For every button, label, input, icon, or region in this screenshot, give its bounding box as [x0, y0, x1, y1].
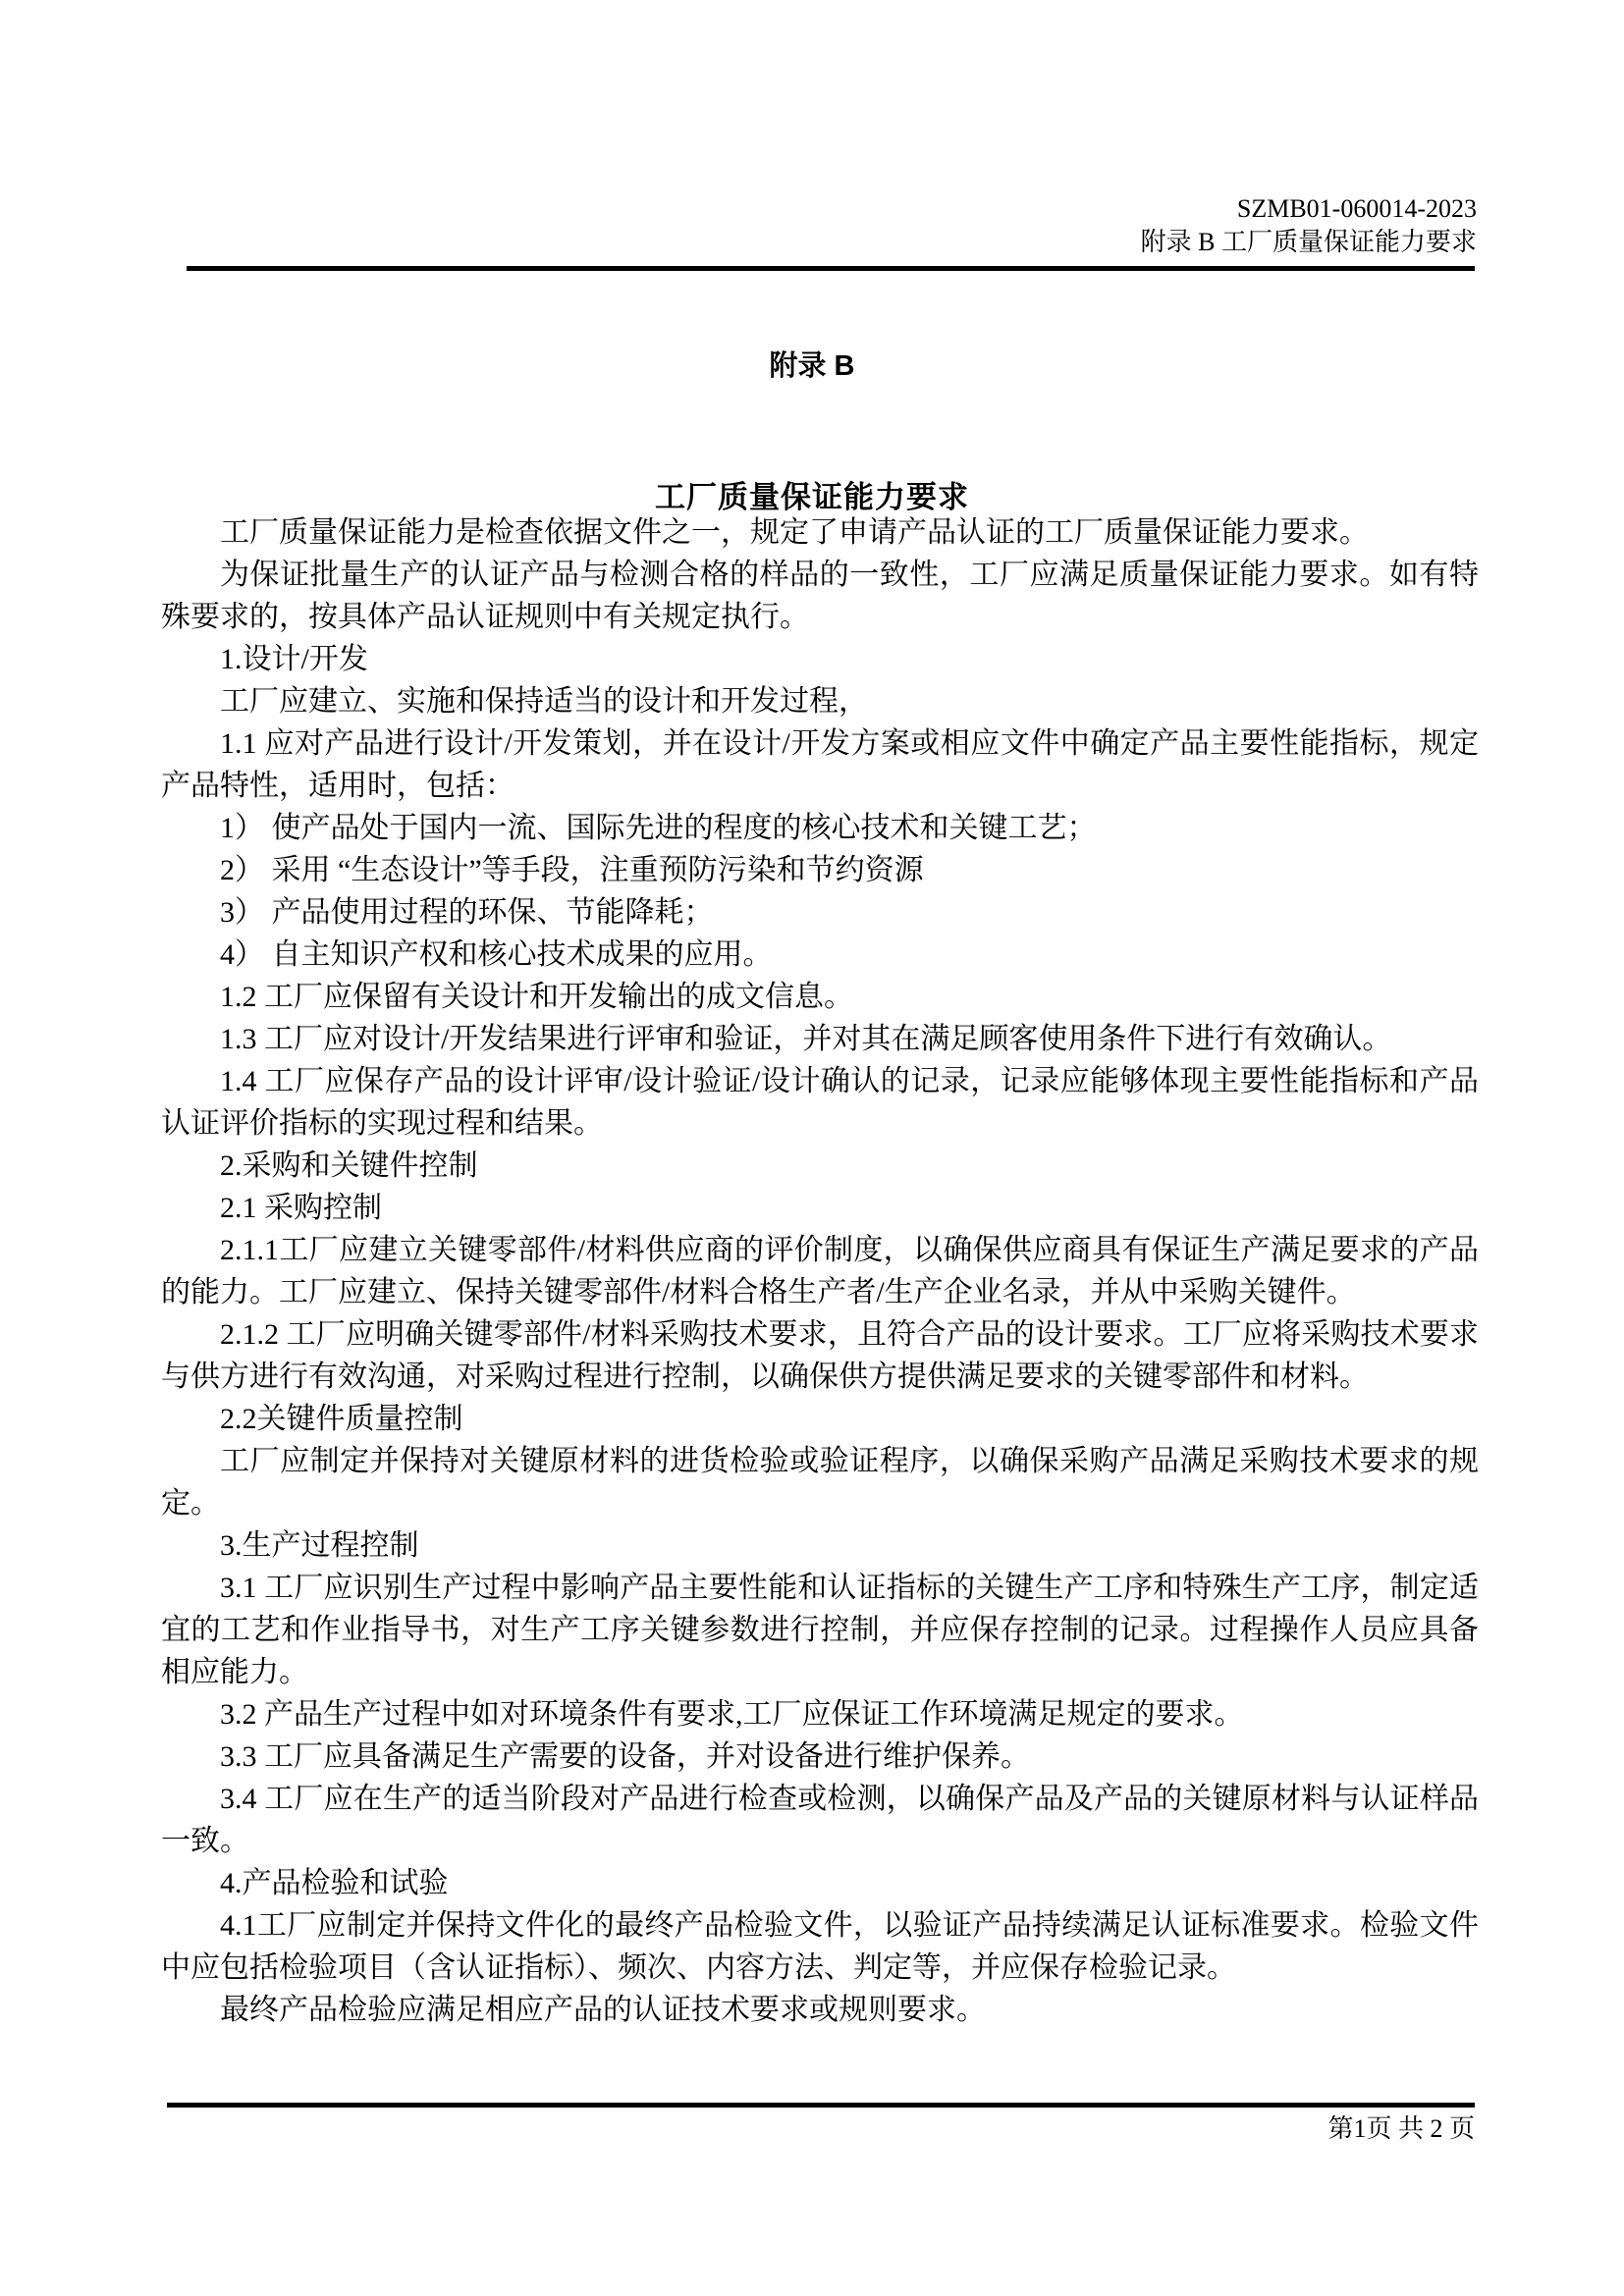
- page-number: 第1页 共 2 页: [1327, 2114, 1475, 2143]
- paragraph: 1.4 工厂应保存产品的设计评审/设计验证/设计确认的记录，记录应能够体现主要性能指标和产品认证评价指标的实现过程和结果。: [161, 1065, 1479, 1140]
- appendix-label: 附录 B: [769, 350, 855, 382]
- paragraph: 3.生产过程控制: [220, 1529, 419, 1562]
- paragraph: 3.4 工厂应在生产的适当阶段对产品进行检查或检测，以确保产品及产品的关键原材料与认证样品一致。: [161, 1783, 1479, 1857]
- paragraph: 2.1 采购控制: [220, 1192, 382, 1224]
- paragraph: 1.1 应对产品进行设计/开发策划，并在设计/开发方案或相应文件中确定产品主要性能指标，规定产品特性，适用时，包括：: [161, 727, 1479, 802]
- paragraph: 工厂应制定并保持对关键原材料的进货检验或验证程序，以确保采购产品满足采购技术要求的规定。: [161, 1445, 1479, 1520]
- paragraph: 1.3 工厂应对设计/开发结果进行评审和验证，并对其在满足顾客使用条件下进行有效确认。: [220, 1023, 1392, 1055]
- paragraph: 1） 使产品处于国内一流、国际先进的程度的核心技术和关键工艺；: [220, 812, 1097, 844]
- paragraph: 3.3 工厂应具备满足生产需要的设备，并对设备进行维护保养。: [220, 1740, 1030, 1773]
- paragraph: 2） 采用 “生态设计”等手段，注重预防污染和节约资源: [220, 854, 924, 886]
- doc-number: SZMB01-060014-2023: [1236, 194, 1477, 223]
- paragraph: 最终产品检验应满足相应产品的认证技术要求或规则要求。: [220, 1994, 986, 2026]
- paragraph: 4） 自主知识产权和核心技术成果的应用。: [220, 938, 773, 971]
- paragraph: 3） 产品使用过程的环保、节能降耗；: [220, 896, 714, 929]
- document-body: [161, 511, 1479, 2031]
- paragraph: 3.1 工厂应识别生产过程中影响产品主要性能和认证指标的关键生产工序和特殊生产工序，制定适宜的工艺和作业指导书，对生产工序关键参数进行控制，并应保存控制的记录。过程操作人员应具备相应能力。: [161, 1572, 1479, 1688]
- paragraph: 2.1.1工厂应建立关键零部件/材料供应商的评价制度，以确保供应商具有保证生产满足要求的产品的能力。工厂应建立、保持关键零部件/材料合格生产者/生产企业名录，并从中采购关键件。: [161, 1234, 1479, 1308]
- footer-rule: [167, 2103, 1475, 2108]
- paragraph: 1.设计/开发: [220, 643, 368, 675]
- paragraph: 2.2关键件质量控制: [220, 1403, 463, 1435]
- page-header: [1141, 192, 1477, 259]
- paragraph: 1.2 工厂应保留有关设计和开发输出的成文信息。: [220, 981, 853, 1013]
- paragraph: 2.1.2 工厂应明确关键零部件/材料采购技术要求，且符合产品的设计要求。工厂应将采购技术要求与供方进行有效沟通，对采购过程进行控制，以确保供方提供满足要求的关键零部件和材料。: [161, 1318, 1479, 1393]
- paragraph: 工厂应建立、实施和保持适当的设计和开发过程，: [220, 685, 868, 718]
- header-rule: [187, 266, 1475, 271]
- paragraph: 3.2 产品生产过程中如对环境条件有要求,工厂应保证工作环境满足规定的要求。: [220, 1698, 1244, 1731]
- main-title: 工厂质量保证能力要求: [655, 480, 969, 514]
- paragraph: 4.1工厂应制定并保持文件化的最终产品检验文件，以验证产品持续满足认证标准要求。检验文件中应包括检验项目（含认证指标）、频次、内容方法、判定等，并应保存检验记录。: [161, 1909, 1479, 1984]
- doc-subtitle: 附录 B 工厂质量保证能力要求: [1140, 228, 1477, 256]
- paragraph: 工厂质量保证能力是检查依据文件之一，规定了申请产品认证的工厂质量保证能力要求。: [220, 516, 1369, 549]
- paragraph: 4.产品检验和试验: [220, 1867, 449, 1899]
- paragraph: 2.采购和关键件控制: [220, 1149, 478, 1182]
- paragraph: 为保证批量生产的认证产品与检测合格的样品的一致性，工厂应满足质量保证能力要求。如有特殊要求的，按具体产品认证规则中有关规定执行。: [161, 559, 1479, 633]
